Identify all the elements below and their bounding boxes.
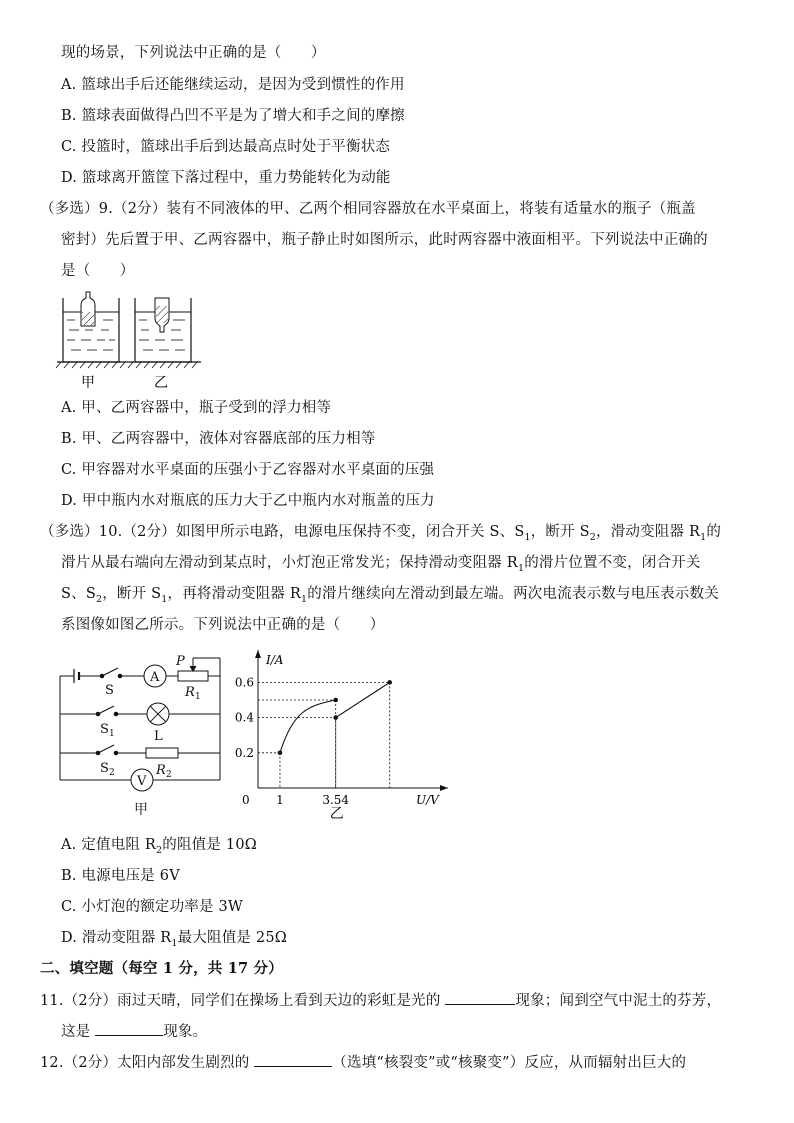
label-jia: 甲 bbox=[81, 375, 95, 390]
ground-hatch bbox=[56, 362, 197, 368]
q8-stem-tail: 现的场景，下列说法中正确的是（ ） bbox=[61, 45, 326, 61]
q12-blank-1[interactable] bbox=[254, 1052, 332, 1067]
q11-line-1: 11.（2分）雨过天晴，同学们在操场上看到天边的彩虹是光的 现象；闻到空气中泥土的芬芳， bbox=[40, 990, 721, 1011]
r1-sub: 1 bbox=[195, 692, 201, 702]
y-tick-label-0: 0.2 bbox=[234, 745, 254, 760]
switch-s2-label: S bbox=[100, 761, 109, 776]
q10-option-d: D. 滑动变阻器 $R_1$最大阻值是 25Ω bbox=[61, 930, 287, 949]
chart-text bbox=[235, 653, 440, 820]
q9-option-b: B. 甲、乙两容器中，液体对容器底部的压力相等 bbox=[61, 431, 376, 447]
data-point-2 bbox=[333, 715, 338, 720]
q8-option-b: B. 篮球表面做得凸凹不平是为了增大和手之间的摩擦 bbox=[61, 108, 405, 124]
switch-s-label: S bbox=[105, 683, 114, 698]
voltmeter-label: V bbox=[137, 774, 147, 789]
y-axis-label: I/A bbox=[266, 653, 284, 667]
q9-stem-line-3: 是（ ） bbox=[61, 263, 135, 279]
circuit-caption: 甲 bbox=[134, 802, 148, 818]
data-point-1 bbox=[333, 698, 338, 703]
x-tick-label-1: 3.54 bbox=[322, 793, 350, 807]
chart-axes bbox=[255, 650, 448, 791]
q8-option-c: C. 投篮时，篮球出手后到达最高点时处于平衡状态 bbox=[61, 139, 391, 155]
r2-label: R bbox=[156, 763, 166, 778]
switch-s2-sub: 2 bbox=[109, 768, 115, 778]
data-point-3 bbox=[387, 680, 392, 685]
q9-option-a: A. 甲、乙两容器中，瓶子受到的浮力相等 bbox=[61, 400, 332, 416]
x-axis-label: U/V bbox=[416, 793, 439, 807]
data-point-0 bbox=[278, 751, 283, 756]
r2-sub: 2 bbox=[166, 770, 172, 780]
q11-blank-1[interactable] bbox=[445, 990, 515, 1005]
q10-stem-line-4: 系图像如图乙所示。下列说法中正确的是（ ） bbox=[61, 617, 385, 633]
circuit-diagram bbox=[50, 648, 230, 820]
q9-option-c: C. 甲容器对水平桌面的压强小于乙容器对水平桌面的压强 bbox=[61, 462, 435, 478]
label-yi: 乙 bbox=[154, 375, 168, 390]
slider-p-label: P bbox=[176, 654, 185, 669]
q11-line-2: 这是 现象。 bbox=[61, 1021, 207, 1042]
y-axis-arrow bbox=[255, 650, 261, 658]
q8-option-a: A. 篮球出手后还能继续运动，是因为受到惯性的作用 bbox=[61, 77, 405, 93]
container-yi bbox=[135, 298, 191, 362]
q10-stem-line-3: S、$S_2$，断开 $S_1$，再将滑动变阻器 $R_1$的滑片继续向左滑动到最左端。两次电流表示数与电压表示数关 bbox=[61, 586, 719, 605]
origin-label: 0 bbox=[242, 793, 250, 807]
q9-option-d: D. 甲中瓶内水对瓶底的压力大于乙中瓶内水对瓶盖的压力 bbox=[61, 493, 435, 509]
chart-caption: 乙 bbox=[329, 806, 344, 820]
q8-option-d: D. 篮球离开篮筐下落过程中，重力势能转化为动能 bbox=[61, 170, 391, 186]
q11-blank-2[interactable] bbox=[95, 1021, 163, 1036]
q9-figure bbox=[55, 290, 205, 390]
lamp-l-label: L bbox=[154, 729, 163, 744]
q10-option-a: A. 定值电阻 $R_2$的阻值是 10Ω bbox=[61, 837, 257, 856]
y-tick-label-1: 0.4 bbox=[234, 710, 254, 725]
q12-line-1: 12.（2分）太阳内部发生剧烈的 （选填“核裂变”或“核聚变”）反应，从而辐射出巨大的 bbox=[40, 1052, 686, 1073]
ammeter-label: A bbox=[150, 670, 160, 685]
q10-option-b: B. 电源电压是 6V bbox=[61, 868, 180, 884]
q10-stem-line-2: 滑片从最右端向左滑动到某点时，小灯泡正常发光；保持滑动变阻器 $R_1$的滑片位置不变，闭合开关 bbox=[61, 555, 701, 574]
y-tick-label-2: 0.6 bbox=[234, 675, 254, 690]
container-jia bbox=[63, 292, 119, 362]
q10-stem-line-1: （多选）10.（2分）如图甲所示电路，电源电压保持不变，闭合开关 S、$S_1$，断开 $S_2$，滑动变阻器 $R_1$的 bbox=[40, 524, 722, 543]
switch-s1-label: S bbox=[100, 722, 109, 737]
r1-label: R bbox=[185, 685, 195, 700]
series-line-0 bbox=[280, 700, 336, 753]
series-line-1 bbox=[336, 682, 390, 717]
q9-stem-line-2: 密封）先后置于甲、乙两容器中，瓶子静止时如图所示，此时两容器中液面相平。下列说法中正确的 bbox=[61, 232, 708, 248]
switch-s1-sub: 1 bbox=[109, 729, 115, 739]
section-2-title: 二、填空题（每空 1 分，共 17 分） bbox=[40, 960, 283, 977]
x-tick-label-0: 1 bbox=[276, 793, 284, 807]
x-axis-arrow bbox=[440, 785, 448, 791]
iu-chart bbox=[232, 640, 452, 820]
chart-guides bbox=[258, 682, 390, 788]
q9-stem-line-1: （多选）9.（2分）装有不同液体的甲、乙两个相同容器放在水平桌面上，将装有适量水的瓶子（瓶盖 bbox=[40, 201, 696, 217]
q10-option-c: C. 小灯泡的额定功率是 3W bbox=[61, 899, 244, 915]
